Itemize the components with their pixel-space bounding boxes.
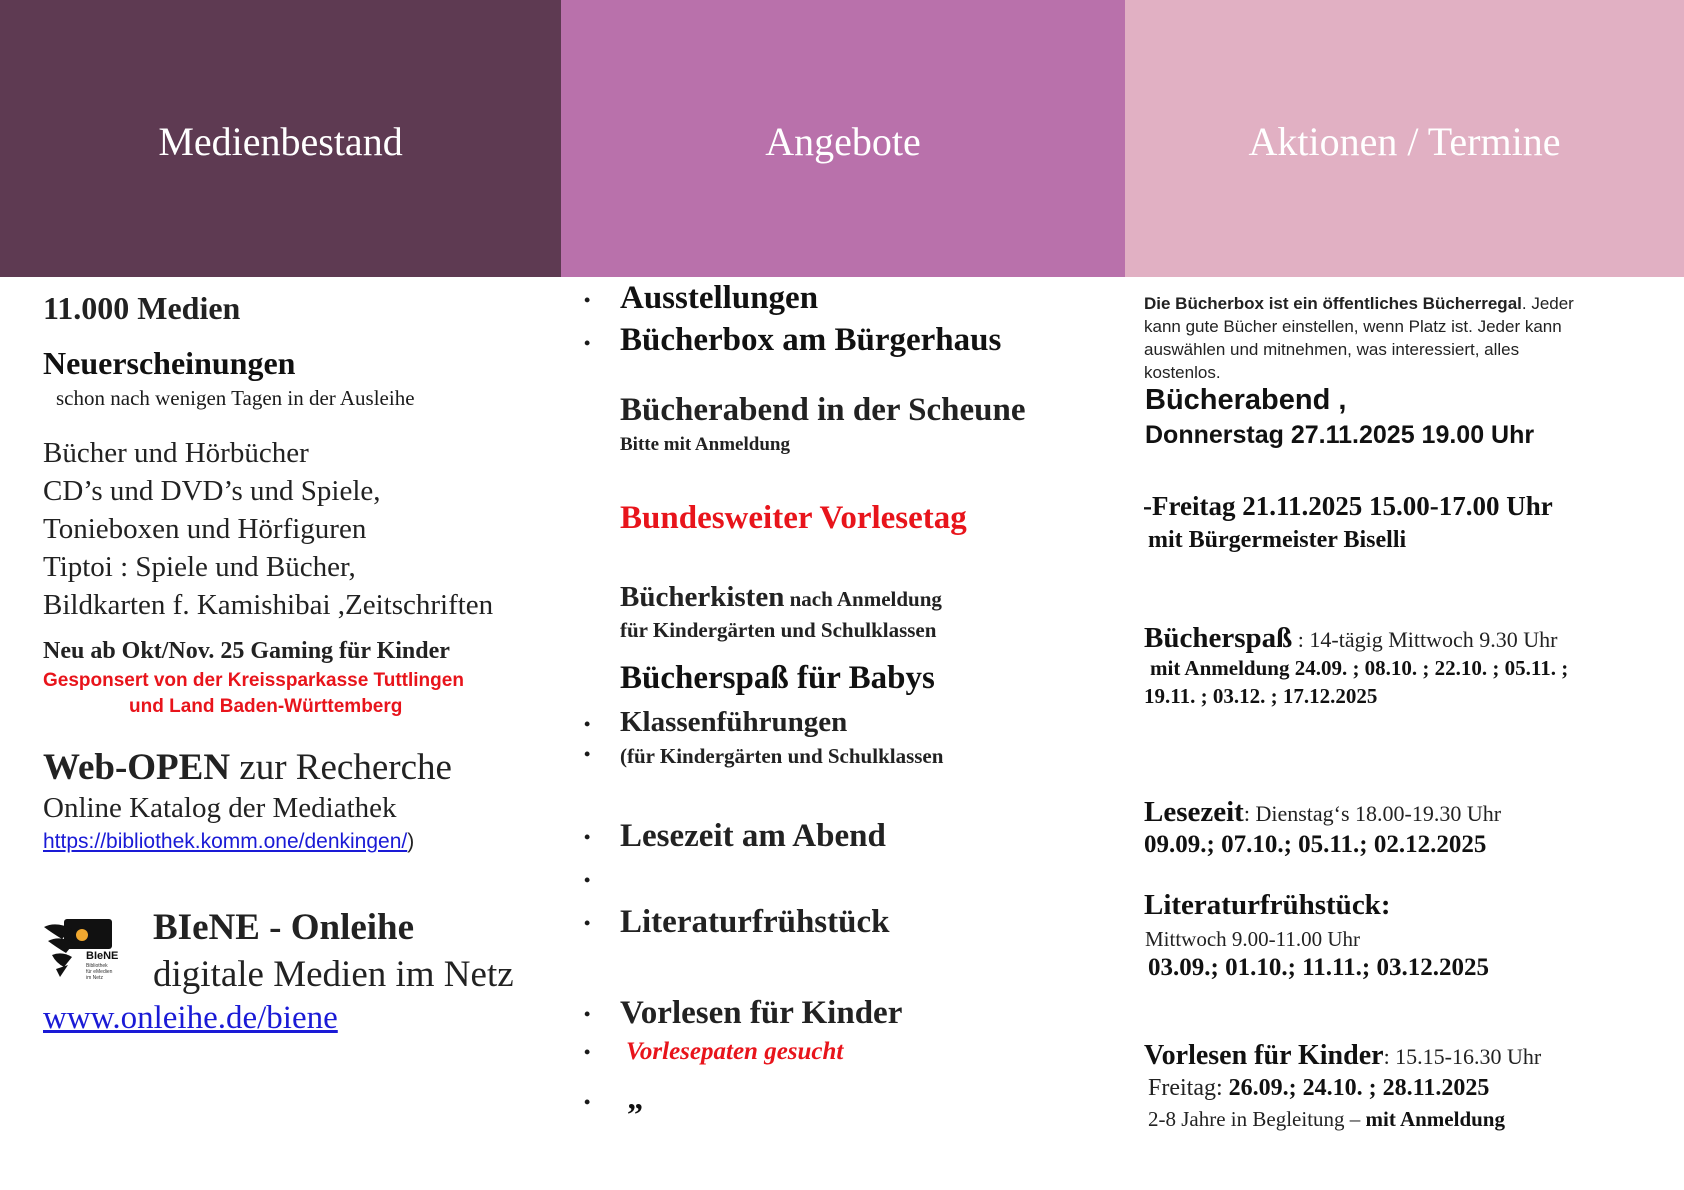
lesezeit-title: Lesezeit [1144,796,1244,828]
literatur-schedule: Mittwoch 9.00-11.00 Uhr [1145,927,1361,951]
buecherbox-desc-text: . Jeder [1521,294,1574,313]
lesezeit-info [1144,796,1501,829]
biene-title: BIeNE - Onleihe [153,907,415,948]
offer-ausstellungen: Ausstellungen [620,280,819,316]
media-line: Tonieboxen und Hörfiguren [43,513,367,545]
webopen-heading [43,746,452,789]
vorlesen-schedule: : 15.15-16.30 Uhr [1383,1044,1542,1069]
vorlesen-age: 2-8 Jahre in Begleitung – [1148,1107,1366,1131]
vorlesen-info [1144,1040,1541,1072]
katalog-link-suffix: ) [407,830,415,853]
biene-logo-sub: im Netz [86,975,103,981]
vorlesen-anmeldung: mit Anmeldung [1365,1107,1505,1131]
offer-vorlesetag: Bundesweiter Vorlesetag [620,500,967,536]
buecherbox-desc-bold: Die Bücherbox ist ein öffentliches Bücherregal [1144,294,1522,313]
biene-logo-sub: Bibliothek [86,963,108,969]
bee-icon [42,917,126,983]
buecherspass-dates: 19.11. ; 03.12. ; 17.12.2025 [1144,684,1378,708]
bullet-icon: • [584,744,591,764]
offer-buecherabend: Bücherabend in der Scheune [620,392,1026,428]
offer-buecherkisten [620,581,942,614]
offer-buecherabend-note: Bitte mit Anmeldung [620,434,790,455]
buecherabend-date: Donnerstag 27.11.2025 19.00 Uhr [1145,421,1535,449]
sponsor-line-2: und Land Baden-Württemberg [129,696,403,717]
offer-buecherbox: Bücherbox am Bürgerhaus [620,322,1002,358]
vorlesen-day: Freitag: [1148,1075,1229,1101]
lesezeit-dates: 09.09.; 07.10.; 05.11.; 02.12.2025 [1144,831,1487,858]
header-medienbestand [0,0,561,277]
vorlesen-dates-line [1148,1075,1489,1102]
buecherspass-info [1144,622,1557,655]
offer-lesezeit: Lesezeit am Abend [620,818,886,854]
media-line: Tiptoi : Spiele und Bücher, [43,551,356,583]
vorlesen-dates: 26.09.; 24.10. ; 28.11.2025 [1228,1075,1490,1101]
vorlesetag-guest: mit Bürgermeister Biselli [1148,527,1407,553]
webopen-bold: Web-OPEN [43,747,231,788]
webopen-rest: zur Recherche [230,747,452,788]
katalog-link-line [43,830,414,854]
buecherbox-desc-text: kostenlos. [1144,363,1221,382]
biene-logo-text: BIeNE [86,950,119,962]
offer-klassenfuehrungen: Klassenführungen [620,706,848,738]
header-aktionen-termine-title: Aktionen / Termine [1248,119,1561,164]
neuerscheinungen-subtitle: schon nach wenigen Tagen in der Ausleihe [56,386,415,410]
bullet-icon: • [584,827,591,847]
neuerscheinungen-title: Neuerscheinungen [43,345,296,381]
media-line: CD’s und DVD’s und Spiele, [43,475,381,507]
buecherbox-desc-text: auswählen und mitnehmen, was interessiert, alles [1144,340,1520,359]
offer-literaturfruehstueck: Literaturfrühstück [620,904,890,940]
buecherkisten-note: nach Anmeldung [784,587,942,611]
katalog-label: Online Katalog der Mediathek [43,792,397,824]
buecherkisten-audience: für Kindergärten und Schulklassen [620,618,937,642]
bullet-icon: • [584,1042,591,1062]
buecherspass-dates: mit Anmeldung 24.09. ; 08.10. ; 22.10. ; 05.11. ; [1150,656,1569,680]
vorlesen-age-line [1148,1107,1505,1132]
bullet-icon: • [584,870,591,890]
biene-link[interactable]: www.onleihe.de/biene [43,1000,338,1036]
media-line: Bücher und Hörbücher [43,437,309,469]
bullet-icon: • [584,1092,591,1112]
header-angebote-title: Angebote [765,119,921,164]
buecherbox-description [1144,292,1574,384]
buecherspass-schedule: : 14-tägig Mittwoch 9.30 Uhr [1292,627,1558,652]
biene-subtitle: digitale Medien im Netz [153,954,514,995]
literatur-title: Literaturfrühstück: [1144,889,1391,921]
biene-logo [42,917,126,983]
vorlesepaten-note: Vorlesepaten gesucht [626,1038,844,1065]
offer-buecherspass: Bücherspaß für Babys [620,660,935,696]
klassen-audience: (für Kindergärten und Schulklassen [620,744,944,768]
gaming-announcement: Neu ab Okt/Nov. 25 Gaming für Kinder [43,638,450,664]
buecherbox-desc-text: kann gute Bücher einstellen, wenn Platz ist. Jeder kann [1144,317,1562,336]
biene-logo-sub: für eMedien [86,969,113,975]
vorlesetag-date: -Freitag 21.11.2025 15.00-17.00 Uhr [1143,491,1553,521]
sponsor-line-1: Gesponsert von der Kreissparkasse Tuttlingen [43,670,464,691]
buecherspass-title: Bücherspaß [1144,622,1293,654]
buecherabend-title: Bücherabend , [1145,384,1347,416]
bullet-icon: • [584,333,591,353]
bullet-icon: • [584,714,591,734]
bullet-icon: • [584,913,591,933]
literatur-dates: 03.09.; 01.10.; 11.11.; 03.12.2025 [1148,954,1489,981]
katalog-link[interactable]: https://bibliothek.komm.one/denkingen/ [43,830,408,853]
bullet-icon: • [584,290,591,310]
vorlesen-title: Vorlesen für Kinder [1144,1040,1384,1071]
quote-mark: ” [627,1096,643,1132]
offer-vorlesen: Vorlesen für Kinder [620,995,903,1031]
bullet-icon: • [584,1004,591,1024]
media-count: 11.000 Medien [43,290,241,326]
buecherkisten-title: Bücherkisten [620,581,785,613]
media-line: Bildkarten f. Kamishibai ,Zeitschriften [43,589,494,621]
lesezeit-schedule: : Dienstag‘s 18.00-19.30 Uhr [1243,801,1502,826]
header-aktionen-termine [1125,0,1684,277]
header-angebote [561,0,1125,277]
header-medienbestand-title: Medienbestand [158,119,403,164]
